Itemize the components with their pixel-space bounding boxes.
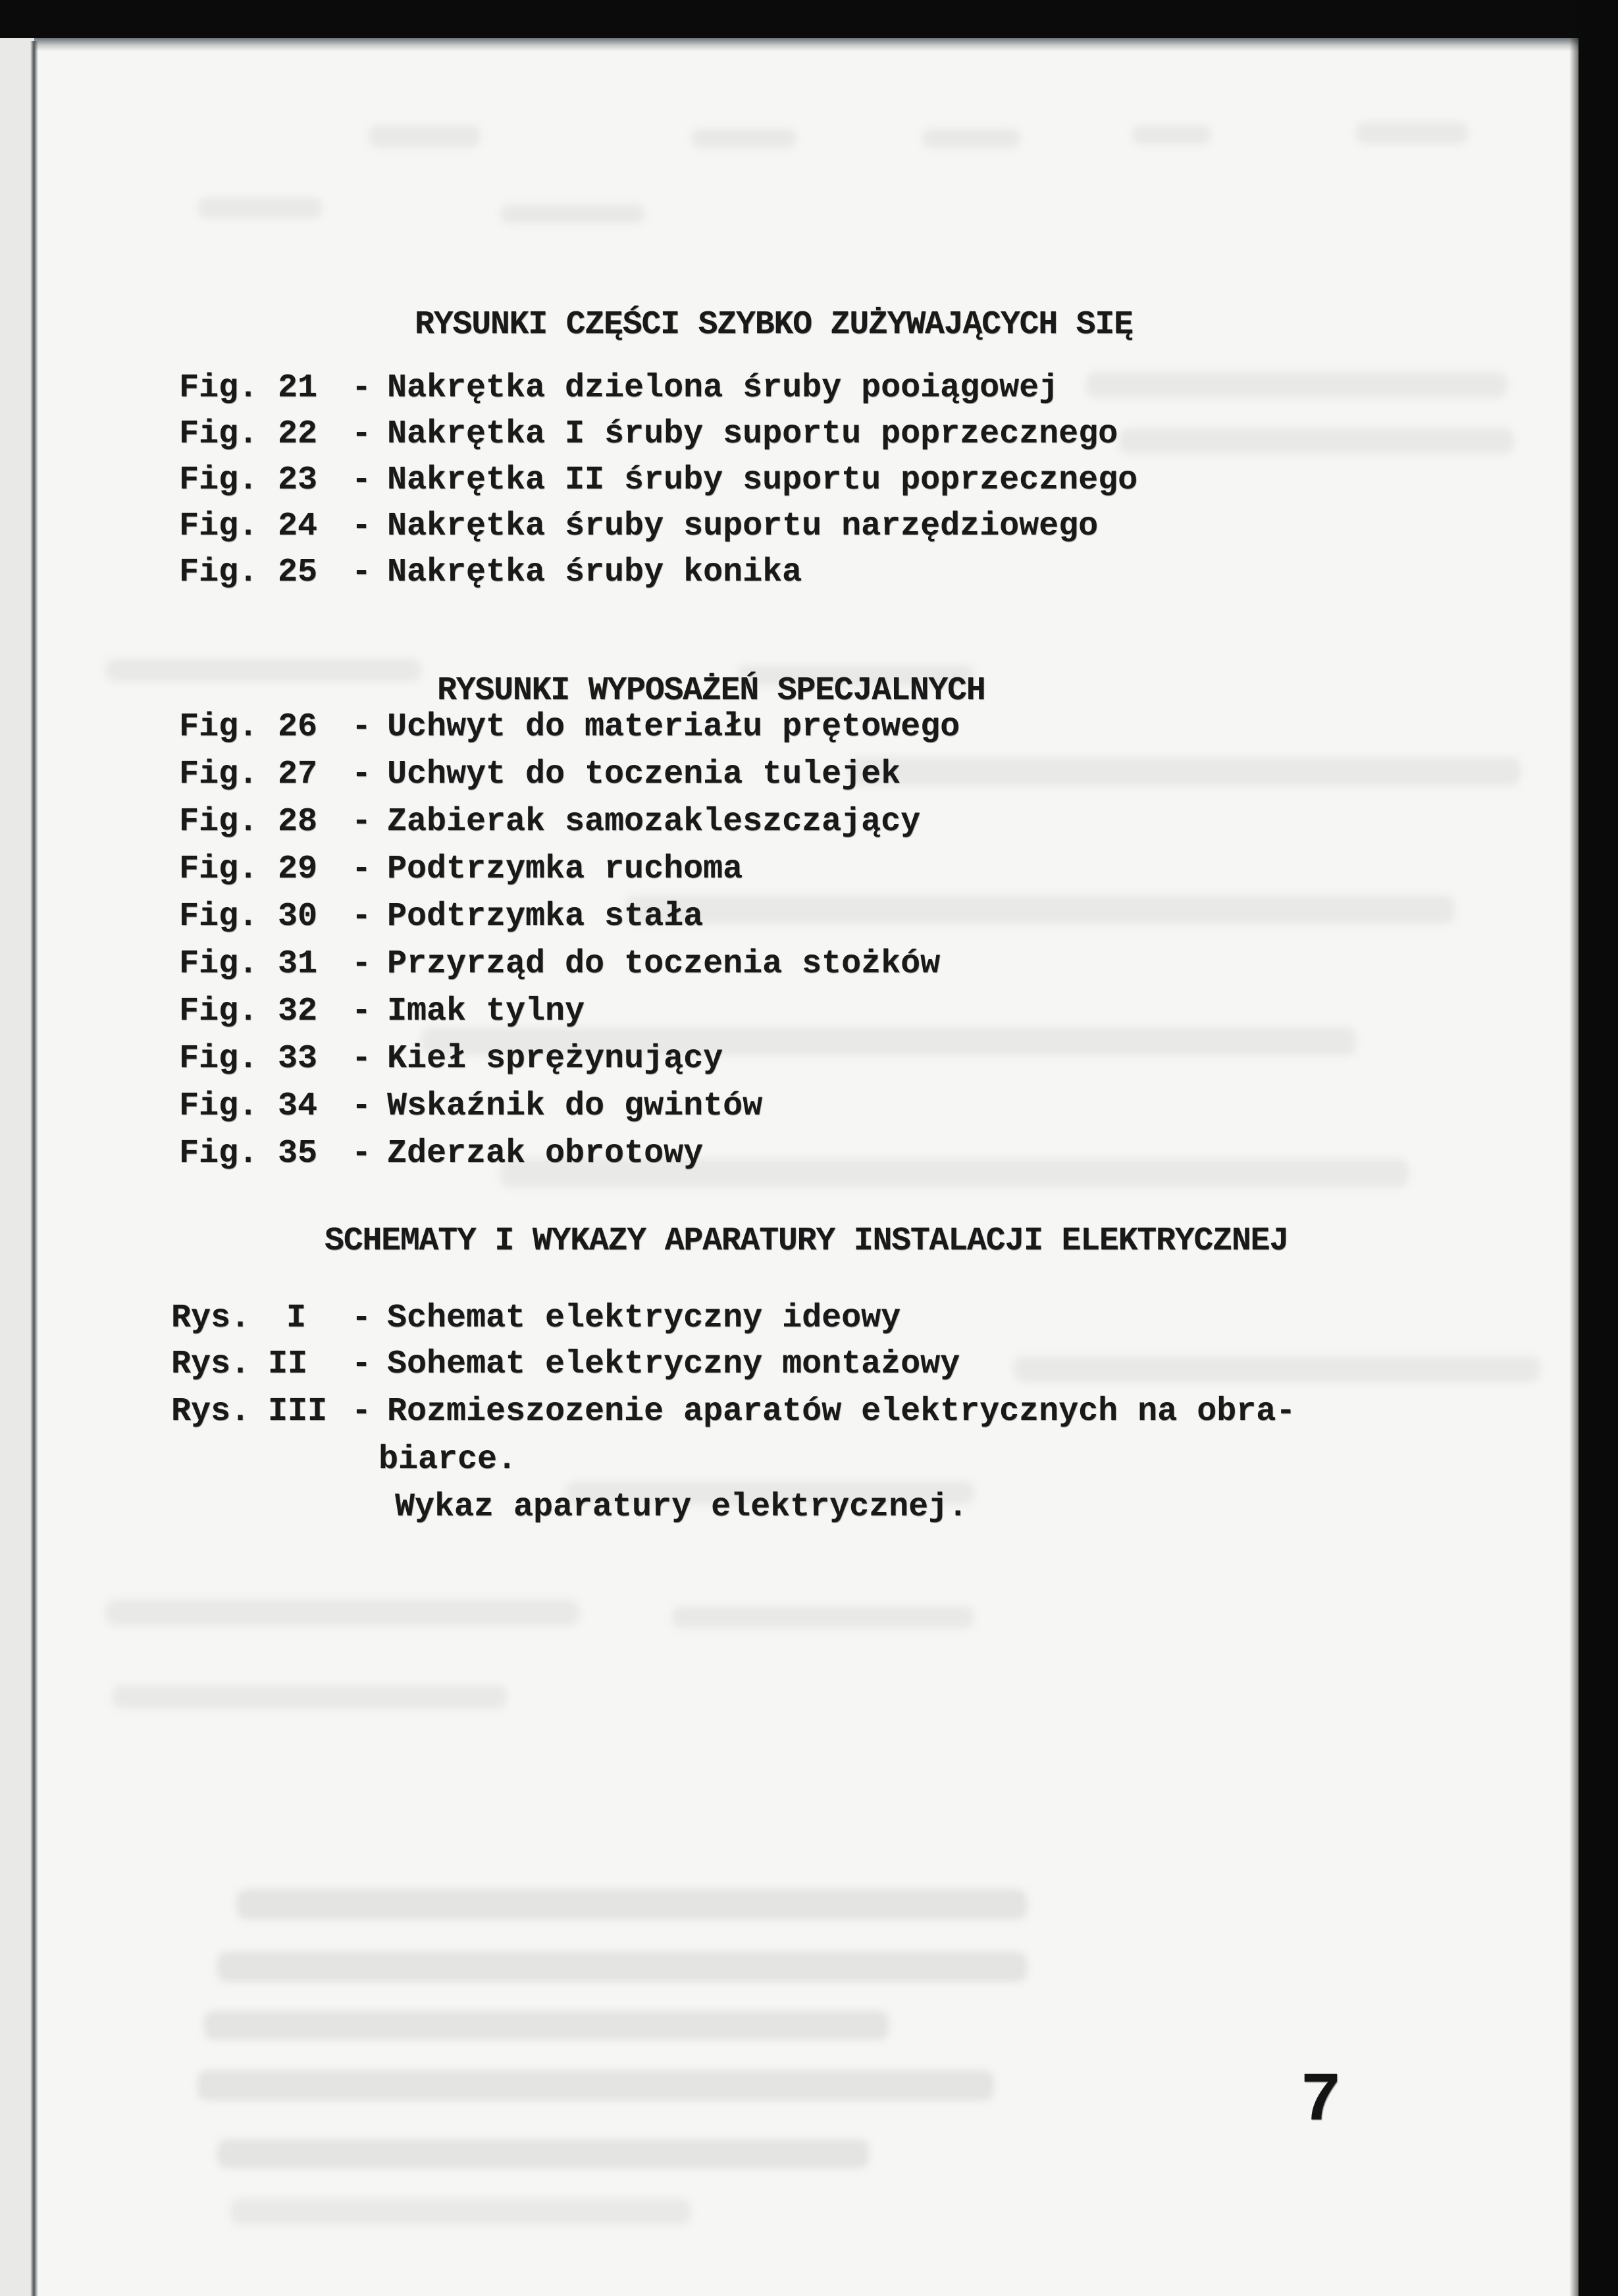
dash: - (352, 415, 372, 453)
toc-row-rys-3-wrap: biarce. (378, 1441, 517, 1478)
figure-label: Fig. (179, 945, 259, 983)
figure-description: Nakrętka II śruby suportu poprzecznego (387, 461, 1138, 499)
dash: - (352, 508, 372, 545)
section-heading-special-equipment: RYSUNKI WYPOSAŻEŃ SPECJALNYCH (437, 672, 985, 710)
figure-label: Fig. (179, 850, 259, 888)
section-heading-fast-wearing-parts: RYSUNKI CZĘŚCI SZYBKO ZUŻYWAJĄCYCH SIĘ (415, 306, 1133, 344)
dash: - (352, 461, 372, 499)
figure-number: 26 (278, 708, 318, 746)
dash: - (352, 1040, 372, 1078)
figure-description: Nakrętka śruby suportu narzędziowego (387, 508, 1099, 545)
bleed-through-smudge (1356, 122, 1468, 144)
figure-description: Zabierak samozakleszczający (387, 803, 921, 841)
dash: - (352, 1393, 372, 1430)
drawing-description: Rozmieszozenie aparatów elektrycznych na obra- (387, 1393, 1296, 1430)
scan-border-top (0, 0, 1618, 38)
page-left-underlay (0, 38, 34, 2296)
bleed-through-smudge (217, 2139, 869, 2168)
bleed-through-smudge (204, 2011, 889, 2040)
bleed-through-smudge (625, 895, 1455, 924)
dash: - (352, 993, 372, 1030)
figure-label: Fig. (179, 1040, 259, 1078)
figure-description: Kieł sprężynujący (387, 1040, 723, 1078)
dash: - (352, 1345, 372, 1383)
bleed-through-smudge (112, 1685, 507, 1709)
bleed-through-smudge (1132, 125, 1211, 145)
dash: - (352, 1087, 372, 1125)
figure-label: Fig. (179, 1135, 259, 1172)
bleed-through-smudge (105, 658, 421, 682)
bleed-through-smudge (1119, 428, 1514, 454)
bleed-through-smudge (105, 1600, 579, 1626)
drawing-label: Rys. (171, 1345, 251, 1383)
figure-description: Nakrętka śruby konika (387, 554, 802, 591)
figure-label: Fig. (179, 756, 259, 793)
figure-description: Uchwyt do toczenia tulejek (387, 756, 901, 793)
figure-description: Podtrzymka ruchoma (387, 850, 743, 888)
dash: - (352, 803, 372, 841)
figure-number: 22 (278, 415, 318, 453)
dash: - (352, 756, 372, 793)
drawing-number: I (286, 1299, 307, 1337)
figure-description: Przyrząd do toczenia stożków (387, 945, 941, 983)
bleed-through-smudge (230, 2199, 691, 2225)
bleed-through-smudge (671, 1606, 974, 1629)
bleed-through-smudge (500, 204, 645, 224)
dash: - (352, 708, 372, 746)
figure-label: Fig. (179, 803, 259, 841)
bleed-through-smudge (197, 2070, 994, 2100)
figure-number: 24 (278, 508, 318, 545)
figure-label: Fig. (179, 461, 259, 499)
section-heading-electrical-schematics: SCHEMATY I WYKAZY APARATURY INSTALACJI ELEKTRYCZNEJ (325, 1222, 1288, 1260)
figure-description: Imak tylny (387, 993, 585, 1030)
figure-number: 28 (278, 803, 318, 841)
dash: - (352, 1299, 372, 1337)
dash: - (352, 369, 372, 407)
figure-number: 35 (278, 1135, 318, 1172)
figure-label: Fig. (179, 993, 259, 1030)
figure-description: Podtrzymka stała (387, 898, 704, 935)
figure-label: Fig. (179, 369, 259, 407)
bleed-through-smudge (1086, 372, 1507, 398)
page-left-edge-line (30, 41, 38, 2296)
figure-number: 34 (278, 1087, 318, 1125)
figure-number: 29 (278, 850, 318, 888)
toc-row-apparatus-list: Wykaz aparatury elektrycznej. (395, 1488, 968, 1526)
figure-label: Fig. (179, 898, 259, 935)
bleed-through-smudge (197, 197, 323, 219)
dash: - (352, 898, 372, 935)
bleed-through-smudge (691, 128, 796, 148)
figure-number: 31 (278, 945, 318, 983)
figure-label: Fig. (179, 708, 259, 746)
bleed-through-smudge (237, 1889, 1027, 1919)
figure-number: 21 (278, 369, 318, 407)
drawing-number: III (268, 1393, 328, 1430)
figure-label: Fig. (179, 554, 259, 591)
figure-label: Fig. (179, 1087, 259, 1125)
figure-number: 25 (278, 554, 318, 591)
bleed-through-smudge (849, 757, 1521, 786)
figure-number: 27 (278, 756, 318, 793)
figure-label: Fig. (179, 415, 259, 453)
bleed-through-smudge (1014, 1356, 1540, 1382)
dash: - (352, 945, 372, 983)
drawing-description: Sohemat elektryczny montażowy (387, 1345, 960, 1383)
drawing-number: II (268, 1345, 308, 1383)
bleed-through-smudge (369, 125, 481, 147)
drawing-label: Rys. (171, 1299, 251, 1337)
figure-label: Fig. (179, 508, 259, 545)
bleed-through-smudge (922, 128, 1020, 148)
bleed-through-smudge (217, 1952, 1027, 1982)
figure-description: Nakrętka dzielona śruby pooiągowej (387, 369, 1059, 407)
dash: - (352, 850, 372, 888)
figure-description: Zderzak obrotowy (387, 1135, 704, 1172)
drawing-description: Schemat elektryczny ideowy (387, 1299, 901, 1337)
dash: - (352, 1135, 372, 1172)
page-number: 7 (1300, 2062, 1342, 2141)
page-right-edge-shadow (1569, 0, 1579, 2296)
drawing-label: Rys. (171, 1393, 251, 1430)
figure-description: Uchwyt do materiału prętowego (387, 708, 960, 746)
figure-description: Wskaźnik do gwintów (387, 1087, 763, 1125)
figure-description: Nakrętka I śruby suportu poprzecznego (387, 415, 1118, 453)
scan-border-right (1579, 0, 1618, 2296)
figure-number: 32 (278, 993, 318, 1030)
dash: - (352, 554, 372, 591)
figure-number: 30 (278, 898, 318, 935)
page-top-edge-shadow (0, 38, 1618, 51)
figure-number: 23 (278, 461, 318, 499)
figure-number: 33 (278, 1040, 318, 1078)
